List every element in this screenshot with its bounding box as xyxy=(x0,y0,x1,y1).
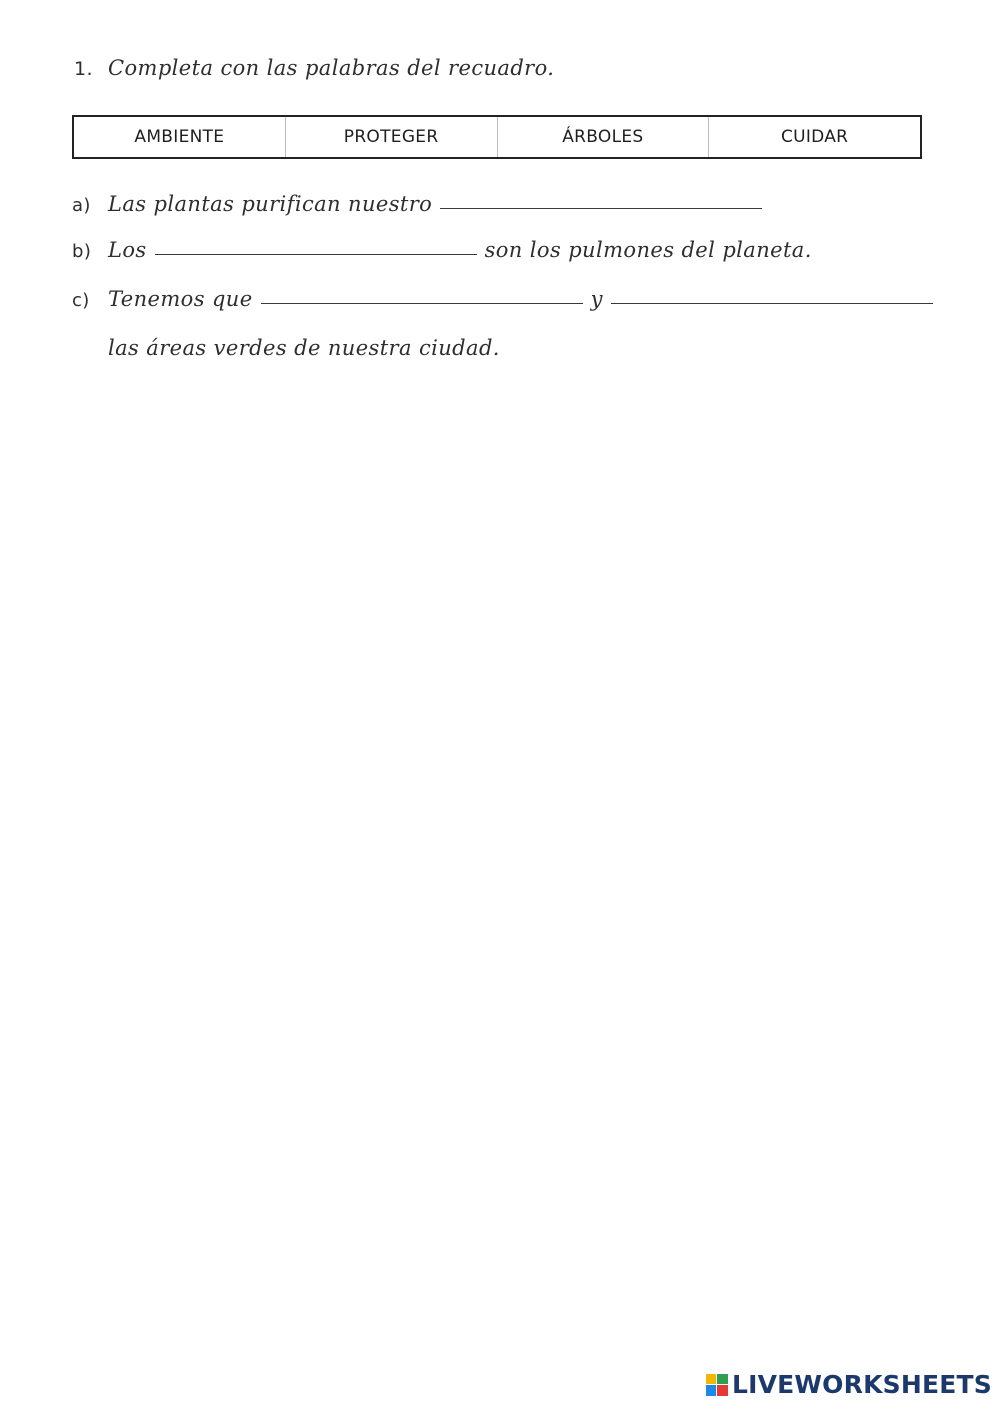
logo-square xyxy=(717,1385,728,1396)
sentence-c xyxy=(72,287,941,311)
sentence-a xyxy=(72,192,770,216)
instruction-text: Completa con las palabras del recuadro. xyxy=(108,56,555,80)
logo-squares-icon xyxy=(706,1374,728,1396)
exercise-instruction xyxy=(74,56,554,80)
liveworksheets-logo xyxy=(706,1370,992,1399)
logo-text: LIVEWORKSHEETS xyxy=(731,1370,992,1399)
answer-blank-c2[interactable] xyxy=(611,302,933,304)
sentence-text: las áreas verdes de nuestra ciudad. xyxy=(108,336,500,360)
logo-square xyxy=(717,1374,728,1385)
sentence-label: b) xyxy=(72,241,92,262)
answer-blank-b[interactable] xyxy=(155,253,477,255)
logo-square xyxy=(706,1385,717,1396)
word-bank-item[interactable]: CUIDAR xyxy=(780,127,849,147)
sentence-label: c) xyxy=(72,290,90,311)
answer-blank-c1[interactable] xyxy=(261,302,583,304)
sentence-c-continuation xyxy=(108,336,500,360)
exercise-number: 1. xyxy=(74,58,93,80)
sentence-text: Tenemos que xyxy=(108,287,253,311)
word-bank-item[interactable]: PROTEGER xyxy=(286,117,498,157)
sentence-label: a) xyxy=(72,195,91,216)
word-bank-item[interactable]: AMBIENTE xyxy=(74,117,286,157)
answer-blank-a[interactable] xyxy=(440,207,762,209)
sentence-text: Los xyxy=(108,238,147,262)
logo-square xyxy=(706,1374,717,1385)
sentence-b xyxy=(72,238,812,262)
sentence-text: Las plantas purifican nuestro xyxy=(108,192,433,216)
sentence-text: y xyxy=(590,287,603,311)
sentence-text: son los pulmones del planeta. xyxy=(484,238,812,262)
word-bank-item[interactable]: ÁRBOLES xyxy=(498,117,710,157)
word-bank xyxy=(72,115,922,159)
